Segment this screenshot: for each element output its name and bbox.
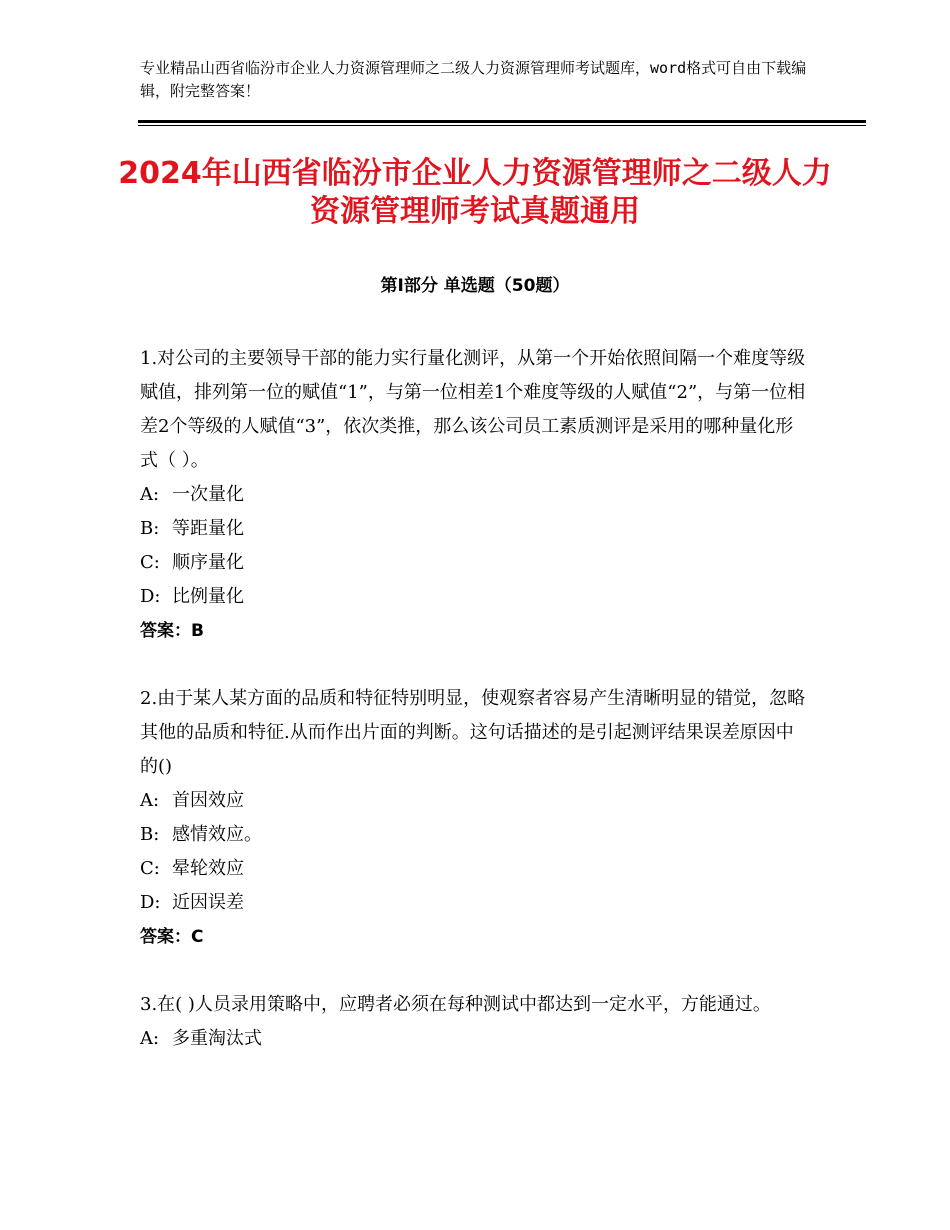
option-text: 近因误差 [172, 892, 244, 913]
answer-line: 答案：B [140, 621, 204, 641]
question-stem: 1.对公司的主要领导干部的能力实行量化测评，从第一个开始依照间隔一个难度等级赋值，排列第一位的赋值“1”，与第一位相差1个难度等级的人赋值“2”，与第一位相差2个等级的人赋值“3”，依次类推，那么该公司员工素质测评是采用的哪种量化形式（ ）。 [140, 348, 806, 471]
option-text: 首因效应 [172, 790, 244, 811]
option-c [140, 546, 810, 580]
option-text: 一次量化 [172, 484, 244, 505]
option-text: 等距量化 [172, 518, 244, 539]
option-letter: B: [140, 824, 160, 845]
option-text: 多重淘汰式 [172, 1028, 262, 1049]
section-title: 第Ⅰ部分 单选题（50题） [380, 276, 570, 296]
header-divider-thin [138, 125, 866, 126]
option-text: 比例量化 [172, 586, 244, 607]
option-d [140, 580, 810, 614]
option-letter: A: [140, 790, 160, 811]
question-3 [140, 988, 810, 1056]
option-c [140, 852, 810, 886]
answer-line: 答案：C [140, 927, 204, 947]
option-letter: C: [140, 858, 160, 879]
option-b [140, 512, 810, 546]
question-stem: 3.在( )人员录用策略中，应聘者必须在每种测试中都达到一定水平，方能通过。 [140, 994, 771, 1015]
question-list [140, 342, 810, 1090]
option-letter: D: [140, 586, 161, 607]
question-1 [140, 342, 810, 648]
question-stem: 2.由于某人某方面的品质和特征特别明显，使观察者容易产生清晰明显的错觉，忽略其他的品质和特征.从而作出片面的判断。这句话描述的是引起测评结果误差原因中的() [140, 688, 806, 777]
document-title: 2024年山西省临汾市企业人力资源管理师之二级人力资源管理师考试真题通用 [118, 156, 832, 229]
option-a [140, 478, 810, 512]
option-letter: B: [140, 518, 160, 539]
option-text: 顺序量化 [172, 552, 244, 573]
option-letter: C: [140, 552, 160, 573]
option-d [140, 886, 810, 920]
question-2 [140, 682, 810, 954]
option-letter: A: [140, 1028, 160, 1049]
option-letter: A: [140, 484, 160, 505]
option-letter: D: [140, 892, 161, 913]
option-a [140, 784, 810, 818]
option-text: 晕轮效应 [172, 858, 244, 879]
header-divider-thick [138, 120, 866, 123]
option-a [140, 1022, 810, 1056]
header-note: 专业精品山西省临汾市企业人力资源管理师之二级人力资源管理师考试题库，word格式可自由下载编辑，附完整答案！ [140, 59, 807, 100]
option-b [140, 818, 810, 852]
option-text: 感情效应。 [172, 824, 262, 845]
